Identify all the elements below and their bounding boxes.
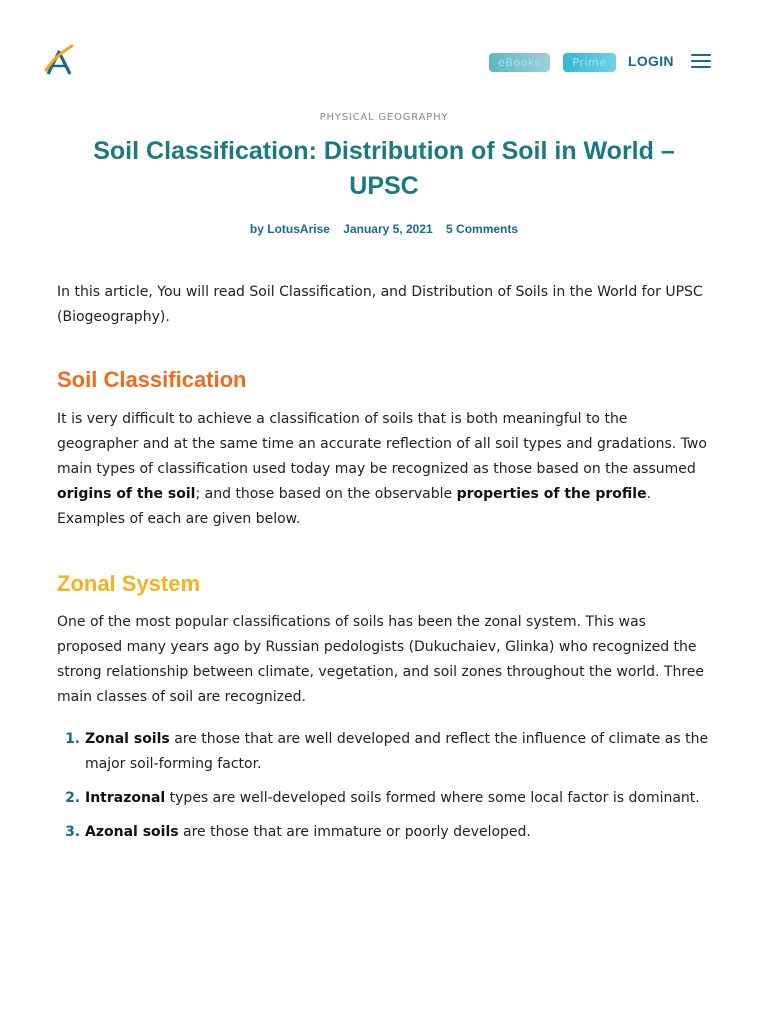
comments-link[interactable]: 5 Comments <box>446 222 519 236</box>
article-category[interactable]: PHYSICAL GEOGRAPHY <box>319 112 449 123</box>
list-item <box>85 727 709 777</box>
soil-classification-heading: Soil Classification <box>57 367 247 392</box>
intro-paragraph: In this article, You will read Soil Classification, and Distribution of Soils in the World for UPSC (Biogeography). <box>57 284 703 325</box>
article-title: Soil Classification: Distribution of Soil in World – UPSC <box>93 137 675 200</box>
site-header <box>0 0 768 120</box>
paragraph-text: It is very difficult to achieve a classification of soils that is both meaningful to the geographer and at the same time an accurate reflection of all soil types and gradations. Two main types of classification used today may be recognized as those based on the assumed <box>57 411 707 477</box>
list-item-term: Intrazonal <box>85 790 166 806</box>
author-link[interactable]: by LotusArise <box>249 222 330 236</box>
prime-button[interactable]: Prime <box>563 53 616 72</box>
paragraph-text: . Examples of each are given below. <box>57 486 652 527</box>
article-body <box>57 280 709 854</box>
hamburger-menu-icon[interactable] <box>691 53 711 69</box>
lotusarise-logo-icon <box>44 44 76 78</box>
bold-text: origins of the soil <box>57 486 196 502</box>
site-logo[interactable] <box>44 44 76 78</box>
ebooks-button[interactable]: eBooks <box>489 53 550 72</box>
list-item-text: are those that are well developed and reflect the influence of climate as the major soil-forming factor. <box>85 731 709 772</box>
list-item-term: Azonal soils <box>85 824 179 840</box>
list-item <box>85 820 709 845</box>
zonal-system-heading: Zonal System <box>57 571 201 596</box>
login-link[interactable]: LOGIN <box>628 53 674 69</box>
list-item <box>85 786 709 811</box>
bold-text: properties of the profile <box>456 486 647 502</box>
soil-classes-list <box>57 727 709 845</box>
list-item-text: are those that are immature or poorly developed. <box>178 824 531 840</box>
zonal-system-paragraph: One of the most popular classifications of soils has been the zonal system. This was proposed many years ago by Russian pedologists (Dukuchaiev, Glinka) who recognized the strong relationship between climate, vegetation, and soil zones throughout the world. Three main classes of soil are recognized. <box>57 614 705 705</box>
paragraph-text: ; and those based on the observable <box>195 486 457 502</box>
list-item-text: types are well-developed soils formed where some local factor is dominant. <box>165 790 700 806</box>
article-meta <box>0 222 768 236</box>
soil-classification-paragraph <box>57 407 709 532</box>
list-item-term: Zonal soils <box>85 731 170 747</box>
date-link[interactable]: January 5, 2021 <box>343 222 433 236</box>
